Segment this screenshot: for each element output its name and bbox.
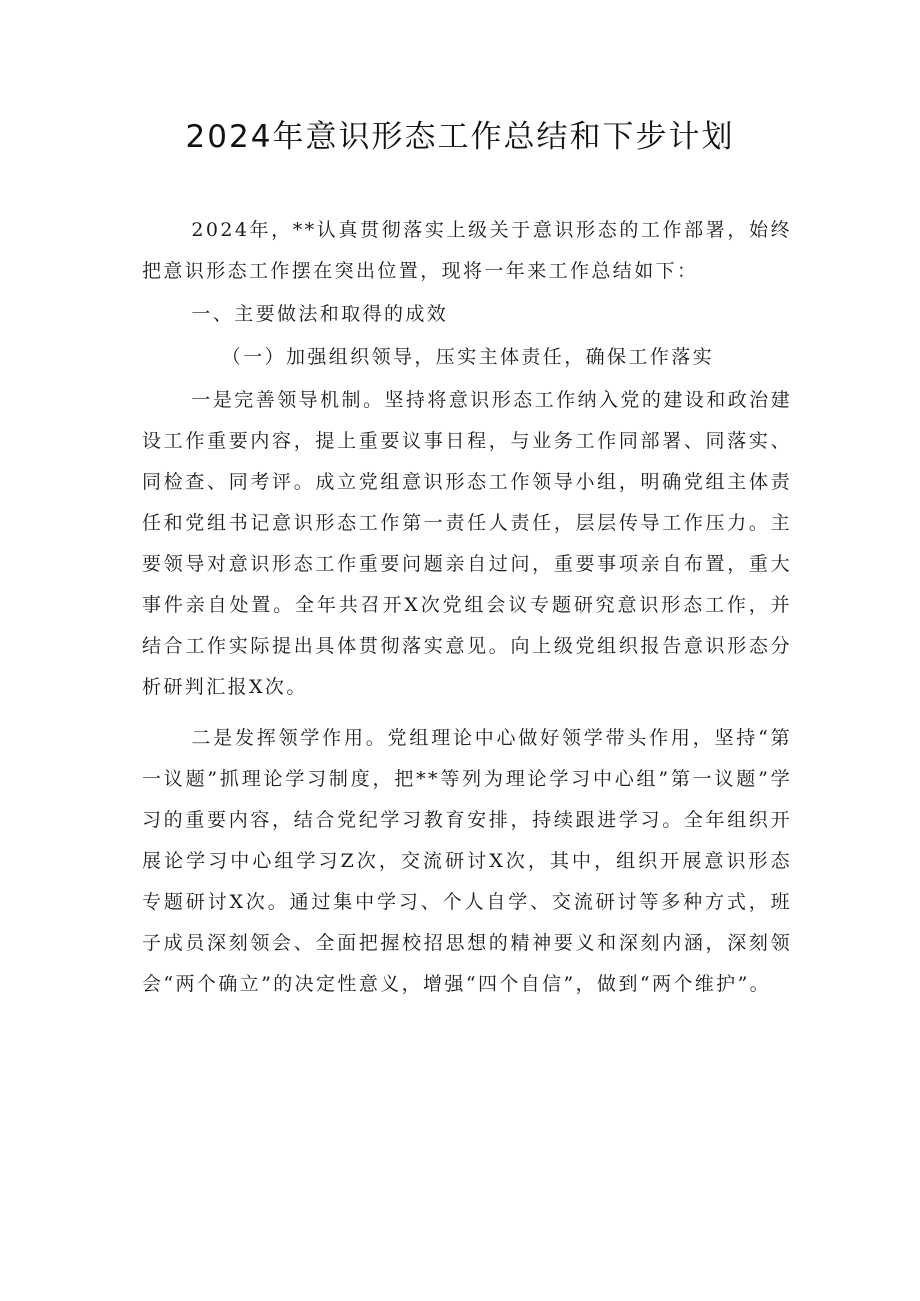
intro-paragraph: 2024年，**认真贯彻落实上级关于意识形态的工作部署，始终把意识形态工作摆在突出位置，现将一年来工作总结如下：	[142, 219, 792, 282]
document-title: 2024年意识形态工作总结和下步计划	[185, 119, 735, 155]
section-heading: 一、主要做法和取得的成效	[191, 303, 449, 325]
body-paragraph-2: 二是发挥领学作用。党组理论中心做好领学带头作用，坚持“第一议题”抓理论学习制度，把**等列为理论学习中心组”第一议题”学习的重要内容，结合党纪学习教育安排，持续跟进学习。全年组织开展论学习中心组学习Z次，交流研讨X次，其中，组织开展意识形态专题研讨X次。通过集中学习、个人自学、交流研讨等多种方式，班子成员深刻领会、全面把握校招思想的精神要义和深刻内涵，深刻领会“两个确立”的决定性意义，增强“四个自信”，做到“两个维护”。	[142, 727, 792, 995]
subsection-heading: （一）加强组织领导，压实主体责任，确保工作落实	[221, 346, 714, 368]
body-paragraph-1: 一是完善领导机制。坚持将意识形态工作纳入党的建设和政治建设工作重要内容，提上重要议事日程，与业务工作同部署、同落实、同检查、同考评。成立党组意识形态工作领导小组，明确党组主体责任和党组书记意识形态工作第一责任人责任，层层传导工作压力。主要领导对意识形态工作重要问题亲自过问，重要事项亲自布置，重大事件亲自处置。全年共召开X次党组会议专题研究意识形态工作，并结合工作实际提出具体贯彻落实意见。向上级党组织报告意识形态分析研判汇报X次。	[142, 389, 792, 698]
document-body	[142, 210, 792, 1005]
